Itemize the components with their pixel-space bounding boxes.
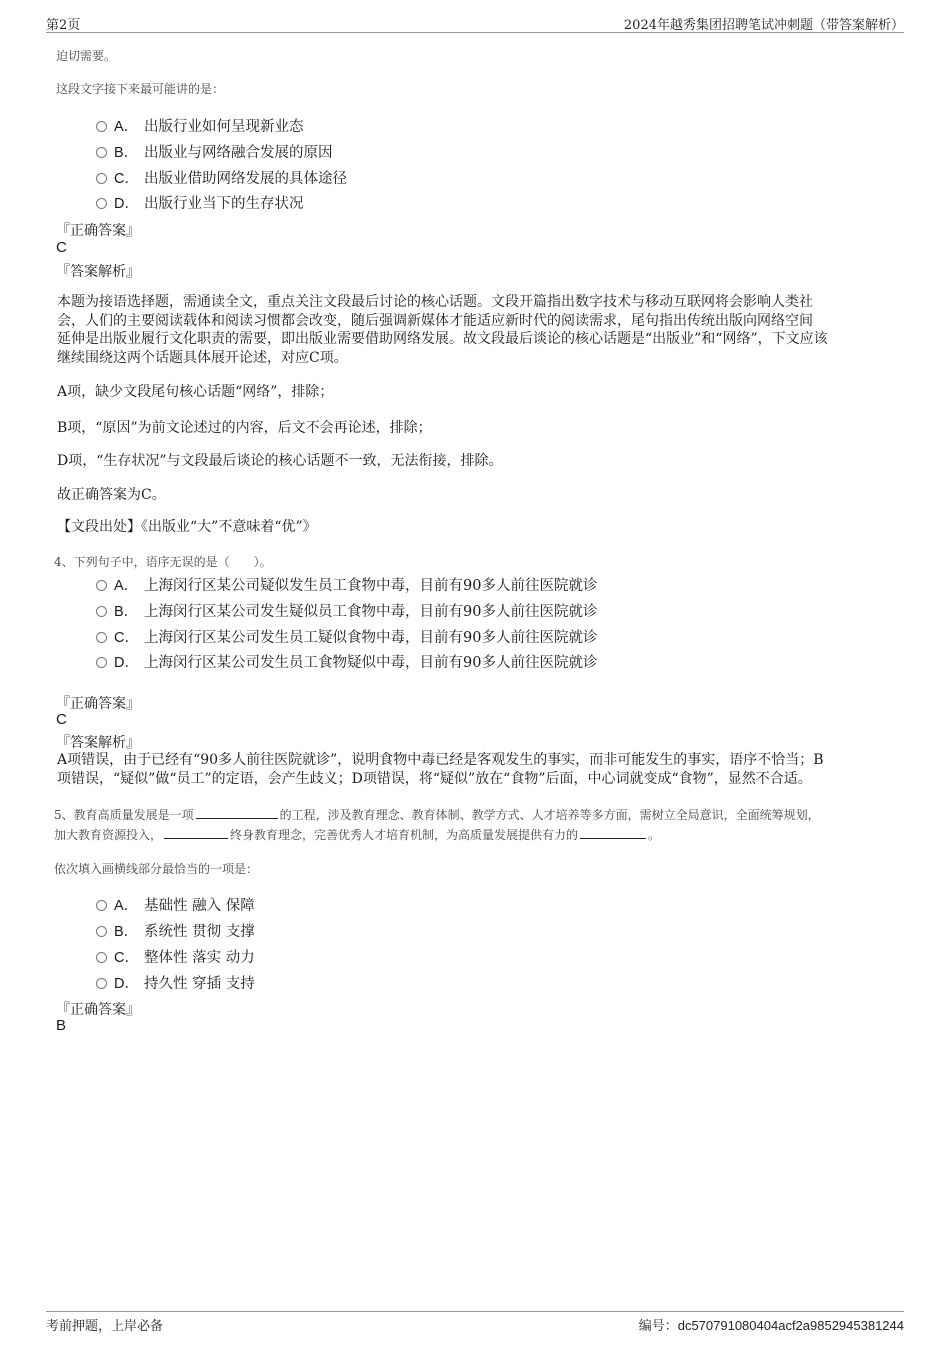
analysis-line: 本题为接语选择题，需通读全文，重点关注文段最后讨论的核心话题。文段开篇指出数字技术与移动互联网将会影响人类社 — [57, 294, 813, 310]
option-letter: A． — [114, 898, 139, 914]
option-text: 基础性 融入 保障 — [144, 898, 255, 914]
stem-text: 的工程，涉及教育理念、教育体制、教学方式、人才培养等多方面，需树立全局意识，全面统筹规划， — [279, 808, 820, 822]
q4-stem: 4、下列句子中，语序无误的是（ ）。 — [54, 555, 272, 569]
q5-option-d[interactable] — [96, 972, 255, 994]
document-title: 2024年越秀集团招聘笔试冲刺题（带答案解析） — [623, 18, 904, 33]
page-number: 第2页 — [46, 18, 81, 33]
q4-option-a[interactable] — [96, 574, 597, 596]
option-text: 上海闵行区某公司发生员工疑似食物中毒，目前有90多人前往医院就诊 — [144, 630, 598, 646]
radio-icon[interactable] — [96, 632, 107, 643]
analysis-line: 会，人们的主要阅读载体和阅读习惯都会改变，随后强调新媒体才能适应新时代的阅读需求，尾句指出传统出版向网络空间 — [57, 312, 813, 329]
q3-answer-label: 『正确答案』 — [56, 223, 140, 239]
fill-blank-2 — [164, 826, 228, 839]
q5-prompt: 依次填入画横线部分最恰当的一项是： — [54, 862, 259, 876]
option-text: 出版行业当下的生存状况 — [144, 196, 304, 212]
footer-slogan: 考前押题，上岸必备 — [46, 1319, 164, 1334]
q3-prompt: 这段文字接下来最可能讲的是： — [56, 82, 225, 96]
code-label: 编号： — [638, 1319, 678, 1334]
fill-blank-1 — [196, 806, 278, 819]
q3-note-d: D项，“生存状况”与文段最后谈论的核心话题不一致，无法衔接，排除。 — [57, 453, 503, 469]
radio-icon[interactable] — [96, 926, 107, 937]
option-text: 上海闵行区某公司发生员工食物疑似中毒，目前有90多人前往医院就诊 — [144, 655, 598, 671]
q5-stem-line2 — [54, 826, 660, 843]
q3-note-a: A项，缺少文段尾句核心话题“网络”，排除； — [57, 384, 334, 400]
page-header — [46, 12, 904, 33]
option-letter: C． — [114, 630, 139, 646]
q3-analysis — [57, 293, 895, 367]
q4-option-b[interactable] — [96, 600, 597, 622]
radio-icon[interactable] — [96, 580, 107, 591]
code-value: dc570791080404acf2a9852945381244 — [677, 1318, 904, 1333]
page-footer — [46, 1311, 904, 1334]
option-text: 系统性 贯彻 支撑 — [144, 924, 255, 940]
q4-analysis — [57, 751, 895, 788]
q4-answer: C — [56, 711, 67, 728]
q3-option-b[interactable] — [96, 141, 333, 163]
option-letter: D． — [114, 655, 139, 671]
radio-icon[interactable] — [96, 198, 107, 209]
q3-answer: C — [56, 239, 67, 256]
q4-answer-label: 『正确答案』 — [56, 696, 140, 712]
option-text: 出版行业如何呈现新业态 — [144, 119, 304, 135]
option-text: 出版业借助网络发展的具体途径 — [144, 171, 347, 187]
q5-answer-label: 『正确答案』 — [56, 1002, 140, 1018]
analysis-line: 继续围绕这两个话题具体展开论述，对应C项。 — [57, 349, 348, 366]
q3-option-d[interactable] — [96, 192, 304, 214]
analysis-line: A项错误，由于已经有“90多人前往医院就诊”，说明食物中毒已经是客观发生的事实，而非可能发生的事实，语序不恰当；B — [57, 752, 824, 768]
option-text: 出版业与网络融合发展的原因 — [144, 145, 333, 161]
option-text: 持久性 穿插 支持 — [144, 976, 255, 992]
stem-text: 加大教育资源投入， — [54, 828, 163, 842]
option-letter: A． — [114, 119, 139, 135]
q5-option-a[interactable] — [96, 894, 255, 916]
q5-option-c[interactable] — [96, 946, 255, 968]
option-letter: B． — [114, 604, 139, 620]
option-letter: B． — [114, 145, 139, 161]
option-letter: A． — [114, 578, 139, 594]
option-letter: C． — [114, 950, 139, 966]
radio-icon[interactable] — [96, 606, 107, 617]
option-letter: D． — [114, 196, 139, 212]
q4-analysis-label: 『答案解析』 — [56, 735, 140, 751]
radio-icon[interactable] — [96, 978, 107, 989]
q3-source: 【文段出处】《出版业“大”不意味着“优”》 — [57, 519, 317, 535]
q3-conclusion: 故正确答案为C。 — [57, 487, 166, 503]
fill-blank-3 — [580, 826, 646, 839]
option-text: 上海闵行区某公司疑似发生员工食物中毒，目前有90多人前往医院就诊 — [144, 578, 598, 594]
q5-stem-line1 — [54, 806, 820, 823]
q3-passage-end: 迫切需要。 — [56, 49, 117, 63]
document-code — [639, 1315, 904, 1334]
analysis-line: 延伸是出版业履行文化职责的需要，即出版业需要借助网络发展。故文段最后谈论的核心话题是“出版业”和“网络”，下文应该 — [57, 331, 828, 347]
stem-text: 终身教育理念，完善优秀人才培育机制，为高质量发展提供有力的 — [230, 828, 579, 842]
radio-icon[interactable] — [96, 900, 107, 911]
q5-option-b[interactable] — [96, 920, 255, 942]
q5-answer: B — [56, 1017, 67, 1034]
q4-option-c[interactable] — [96, 626, 597, 648]
option-letter: D． — [114, 976, 139, 992]
q3-note-b: B项，“原因”为前文论述过的内容，后文不会再论述，排除； — [57, 420, 432, 436]
radio-icon[interactable] — [96, 147, 107, 158]
option-text: 上海闵行区某公司发生疑似员工食物中毒，目前有90多人前往医院就诊 — [144, 604, 598, 620]
radio-icon[interactable] — [96, 121, 107, 132]
radio-icon[interactable] — [96, 657, 107, 668]
stem-text: 。 — [648, 828, 661, 842]
option-text: 整体性 落实 动力 — [144, 950, 255, 966]
radio-icon[interactable] — [96, 952, 107, 963]
q3-option-c[interactable] — [96, 167, 347, 189]
q4-option-d[interactable] — [96, 651, 597, 673]
analysis-line: 项错误，“疑似”做“员工”的定语，会产生歧义；D项错误，将“疑似”放在“食物”后面，中心词就变成“食物”，显然不合适。 — [57, 770, 812, 787]
radio-icon[interactable] — [96, 173, 107, 184]
q3-option-a[interactable] — [96, 115, 304, 137]
stem-text: 5、教育高质量发展是一项 — [54, 808, 194, 822]
option-letter: B． — [114, 924, 139, 940]
q3-analysis-label: 『答案解析』 — [56, 264, 140, 280]
option-letter: C． — [114, 171, 139, 187]
